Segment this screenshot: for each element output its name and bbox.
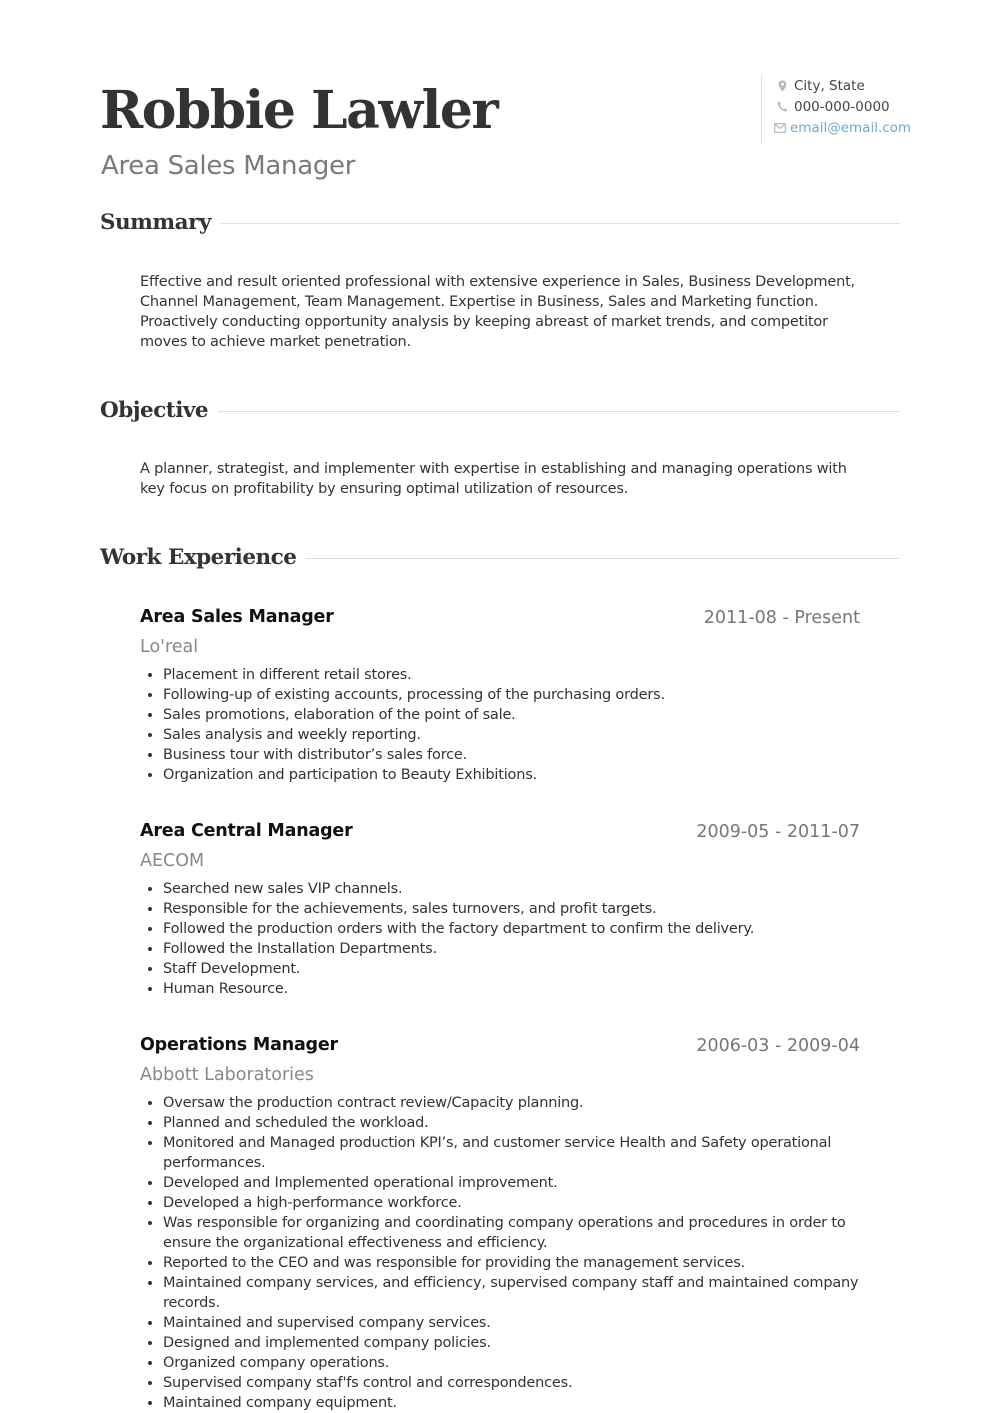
experience-heading-row (100, 544, 900, 572)
job-bullet: • Sales analysis and weekly reporting. (163, 725, 863, 745)
section-divider (218, 411, 900, 412)
job-bullet: • Designed and implemented company policies. (163, 1333, 863, 1353)
phone-icon (774, 101, 790, 112)
job-title: Area Central Manager (140, 821, 353, 841)
job-bullet: • Searched new sales VIP channels. (163, 879, 863, 899)
job-bullet: • Monitored and Managed production KPI’s, and customer service Health and Safety operational performances. (163, 1133, 863, 1173)
job-dates: 2009-05 - 2011-07 (696, 822, 860, 842)
job-bullet-list (140, 879, 863, 999)
job-bullet: • Developed a high-performance workforce. (163, 1193, 863, 1213)
objective-heading-row (100, 397, 900, 425)
job-company: Abbott Laboratories (140, 1065, 314, 1085)
summary-heading-row (100, 209, 900, 237)
job-bullet: • Oversaw the production contract review/Capacity planning. (163, 1093, 863, 1113)
location-text: City, State (794, 77, 865, 94)
job-bullet: • Was responsible for organizing and coordinating company operations and procedures in order to ensure the organizational effectiveness and efficiency. (163, 1213, 863, 1253)
job-bullet: • Maintained company services, and efficiency, supervised company staff and maintained company records. (163, 1273, 863, 1313)
summary-text: Effective and result oriented professional with extensive experience in Sales, Business Development, Channel Management, Team Management. Expertise in Business, Sales and Marketing function. Proactively conducting opportunity analysis by keeping abreast of market trends, and competitor moves to achieve market penetration. (140, 274, 855, 350)
candidate-name: Robbie Lawler (100, 80, 498, 141)
experience-heading: Work Experience (100, 545, 297, 570)
job-bullet: • Organization and participation to Beauty Exhibitions. (163, 765, 863, 785)
email-link[interactable]: email@email.com (790, 119, 912, 136)
job-bullet-list (140, 665, 863, 785)
job-bullet: • Placement in different retail stores. (163, 665, 863, 685)
job-dates: 2011-08 - Present (703, 608, 860, 628)
objective-text: A planner, strategist, and implementer with expertise in establishing and managing operations with key focus on profitability by ensuring optimal utilization of resources. (140, 461, 847, 497)
phone-text: 000-000-0000 (794, 98, 890, 115)
contact-location (762, 75, 901, 96)
job-bullet: • Following-up of existing accounts, processing of the purchasing orders. (163, 685, 863, 705)
objective-heading: Objective (100, 398, 209, 423)
job-bullet: • Organized company operations. (163, 1353, 863, 1373)
job-bullet: • Developed and Implemented operational improvement. (163, 1173, 863, 1193)
job-title: Area Sales Manager (140, 607, 334, 627)
section-divider (221, 223, 900, 224)
job-company: AECOM (140, 851, 205, 871)
summary-heading: Summary (100, 210, 211, 235)
job-bullet: • Planned and scheduled the workload. (163, 1113, 863, 1133)
job-title: Operations Manager (140, 1035, 338, 1055)
contact-phone (762, 96, 901, 117)
job-dates: 2006-03 - 2009-04 (696, 1036, 860, 1056)
job-bullet: • Staff Development. (163, 959, 863, 979)
contact-block (761, 75, 912, 143)
job-bullet: • Maintained company equipment. (163, 1393, 863, 1413)
contact-email[interactable] (762, 117, 912, 138)
job-bullet: • Followed the production orders with the factory department to confirm the delivery. (163, 919, 863, 939)
job-bullet: • Supervised company staf'fs control and correspondences. (163, 1373, 863, 1393)
job-bullet: • Sales promotions, elaboration of the point of sale. (163, 705, 863, 725)
job-bullet: • Responsible for the achievements, sales turnovers, and profit targets. (163, 899, 863, 919)
job-bullet: • Human Resource. (163, 979, 863, 999)
candidate-role: Area Sales Manager (101, 151, 356, 181)
job-bullet-list (140, 1093, 863, 1413)
job-bullet: • Business tour with distributor’s sales force. (163, 745, 863, 765)
envelope-icon (774, 123, 786, 133)
section-divider (306, 558, 900, 559)
location-pin-icon (774, 80, 790, 92)
job-bullet: • Reported to the CEO and was responsible for providing the management services. (163, 1253, 863, 1273)
job-bullet: • Followed the Installation Departments. (163, 939, 863, 959)
job-bullet: • Maintained and supervised company services. (163, 1313, 863, 1333)
job-company: Lo'real (140, 637, 199, 657)
